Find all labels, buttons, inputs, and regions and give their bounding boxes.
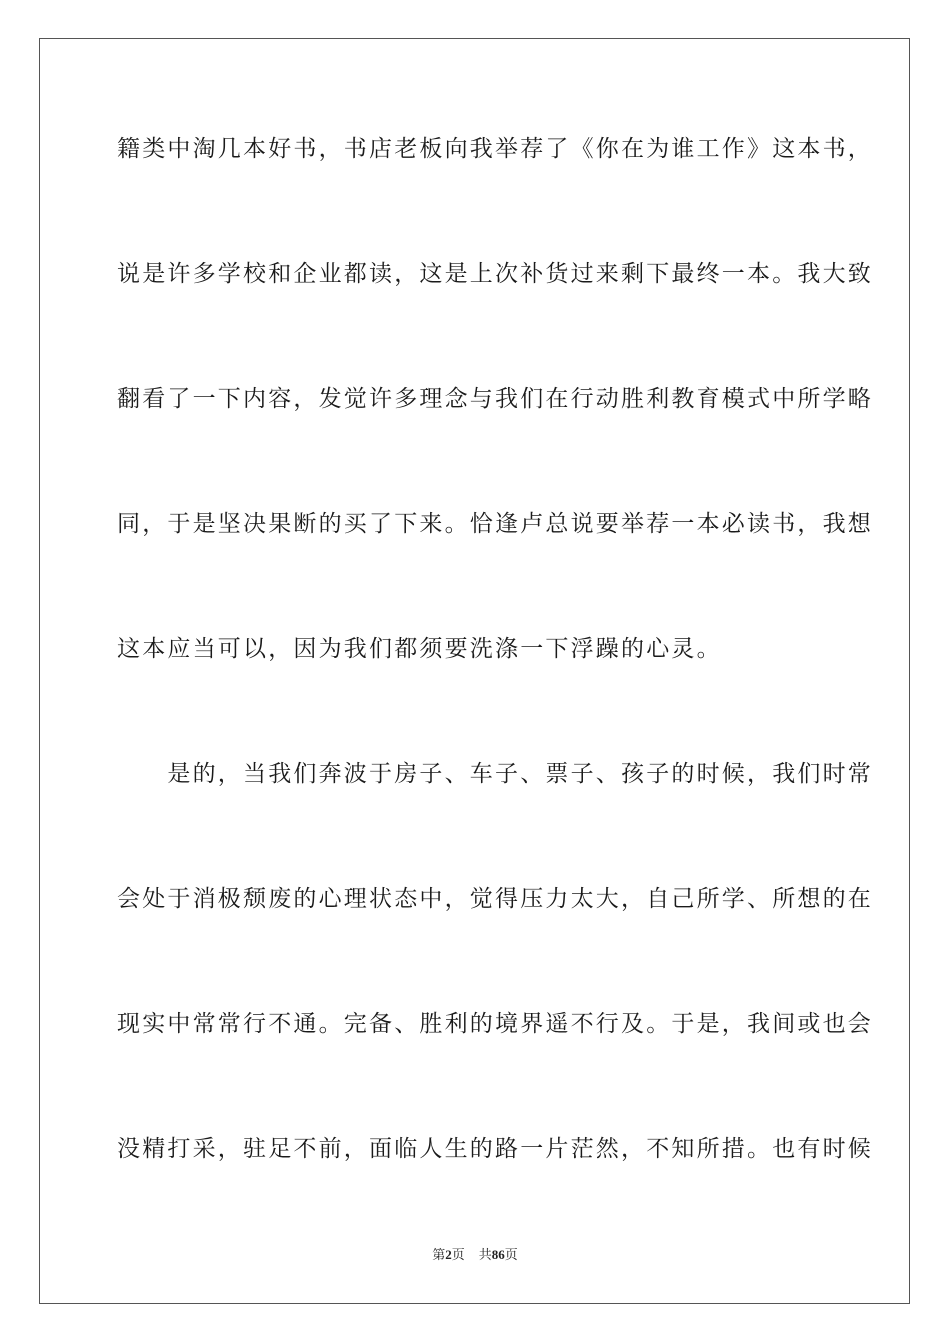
paragraph-line: 现实中常常行不通。完备、胜利的境界遥不行及。于是，我间或也会 bbox=[117, 1011, 873, 1037]
paragraph-line: 说是许多学校和企业都读，这是上次补货过来剩下最终一本。我大致 bbox=[117, 261, 873, 287]
paragraph-line: 同，于是坚决果断的买了下来。恰逢卢总说要举荐一本必读书，我想 bbox=[117, 511, 873, 537]
page-border bbox=[39, 38, 910, 1304]
page-suffix: 页 bbox=[451, 1248, 465, 1263]
page-prefix: 第 bbox=[432, 1248, 446, 1263]
total-prefix: 共 bbox=[478, 1248, 492, 1263]
paragraph-line: 没精打采，驻足不前，面临人生的路一片茫然，不知所措。也有时候 bbox=[117, 1136, 873, 1162]
paragraph-line: 籍类中淘几本好书，书店老板向我举荐了《你在为谁工作》这本书， bbox=[117, 136, 873, 162]
paragraph-line: 这本应当可以，因为我们都须要洗涤一下浮躁的心灵。 bbox=[117, 636, 722, 662]
paragraph-line: 会处于消极颓废的心理状态中，觉得压力太大，自己所学、所想的在 bbox=[117, 886, 873, 912]
paragraph-line: 翻看了一下内容，发觉许多理念与我们在行动胜利教育模式中所学略 bbox=[117, 386, 873, 412]
paragraph-line: 是的，当我们奔波于房子、车子、票子、孩子的时候，我们时常 bbox=[117, 761, 873, 787]
page-number: 2 bbox=[445, 1247, 452, 1262]
total-pages: 86 bbox=[491, 1247, 505, 1262]
total-suffix: 页 bbox=[504, 1248, 518, 1263]
page-footer bbox=[0, 1246, 950, 1265]
